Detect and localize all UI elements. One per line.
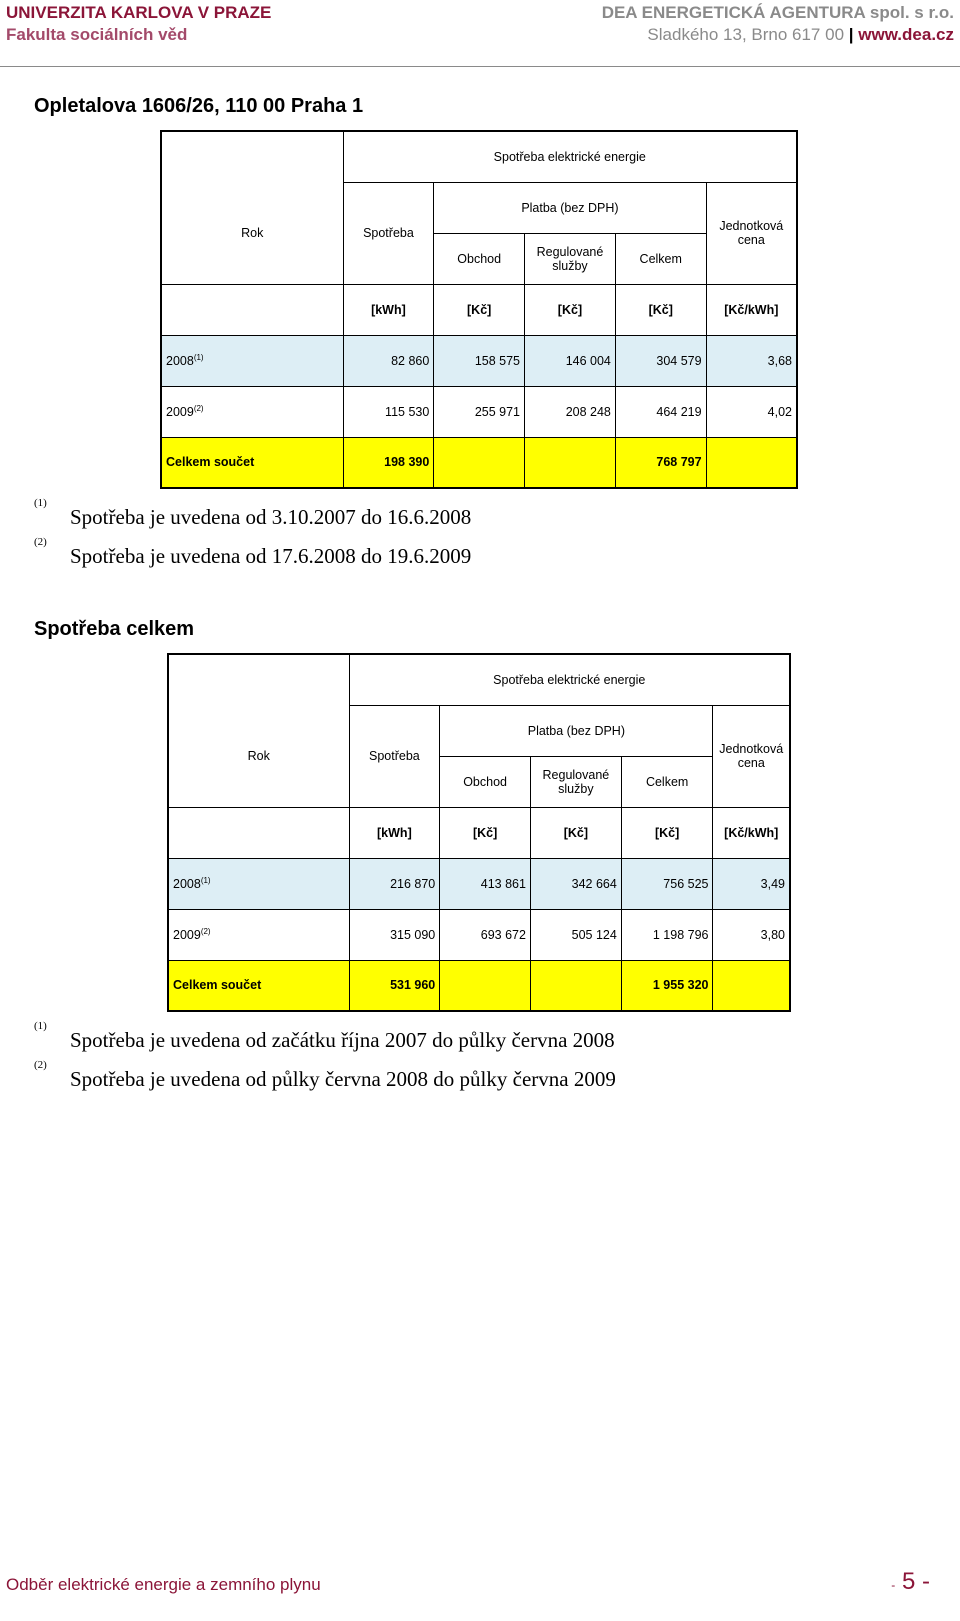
total-label: Celkem součet: [168, 960, 349, 1011]
unit-cell: [kWh]: [349, 807, 440, 858]
footnote-number: (1): [34, 497, 47, 509]
value-cell: 255 971: [434, 386, 525, 437]
unit-cell: [Kč]: [621, 807, 713, 858]
value-cell: 3,49: [713, 858, 790, 909]
total-celkem: 1 955 320: [621, 960, 713, 1011]
page-number: [891, 1568, 930, 1596]
col-header-spotreba: Spotřeba: [349, 705, 440, 807]
value-cell: 146 004: [525, 335, 616, 386]
col-header-regulovane: Regulované služby: [525, 233, 616, 284]
footnote-text: Spotřeba je uvedena od 3.10.2007 do 16.6.2008: [70, 505, 472, 529]
unit-cell: [Kč/kWh]: [713, 807, 790, 858]
footnote-text: Spotřeba je uvedena od 17.6.2008 do 19.6.2009: [70, 544, 472, 568]
table-row: [168, 909, 790, 960]
value-cell: 216 870: [349, 858, 440, 909]
col-header-rok: Rok: [161, 182, 343, 284]
year-cell: 2008$^{(1)}$: [161, 335, 343, 386]
table-group-title: Spotřeba elektrické energie: [343, 131, 797, 182]
total-row: [168, 960, 790, 1011]
total-empty: [434, 437, 525, 488]
table-row: [161, 335, 797, 386]
total-celkem: 768 797: [615, 437, 706, 488]
value-cell: 3,80: [713, 909, 790, 960]
value-cell: 4,02: [706, 386, 797, 437]
section1-table-main: [160, 130, 798, 489]
footnote-text: Spotřeba je uvedena od začátku října 2007 do půlky června 2008: [70, 1028, 615, 1052]
unit-cell: [Kč/kWh]: [706, 284, 797, 335]
page-prefix: -: [891, 1578, 896, 1592]
col-header-platba: Platba (bez DPH): [434, 182, 706, 233]
footer-title: Odběr elektrické energie a zemního plynu: [6, 1575, 321, 1594]
page-number-value: 5: [901, 1568, 916, 1595]
header-right: [602, 2, 954, 46]
total-empty: [530, 960, 621, 1011]
total-row: [161, 437, 797, 488]
value-cell: 158 575: [434, 335, 525, 386]
total-spotreba: 531 960: [349, 960, 440, 1011]
header-separator: |: [848, 25, 854, 44]
unit-cell: [Kč]: [434, 284, 525, 335]
footnote-number: (1): [34, 1020, 47, 1032]
value-cell: 693 672: [440, 909, 531, 960]
col-header-celkem: Celkem: [621, 756, 713, 807]
units-empty: [161, 284, 343, 335]
col-header-celkem: Celkem: [615, 233, 706, 284]
total-label: Celkem součet: [161, 437, 343, 488]
website-link[interactable]: www.dea.cz: [858, 25, 954, 44]
table-corner: [168, 654, 349, 705]
header-left: [6, 2, 271, 46]
total-empty: [525, 437, 616, 488]
value-cell: 413 861: [440, 858, 531, 909]
footnote-text: Spotřeba je uvedena od půlky června 2008 do půlky června 2009: [70, 1067, 616, 1091]
total-spotreba: 198 390: [343, 437, 434, 488]
value-cell: 1 198 796: [621, 909, 713, 960]
value-cell: 464 219: [615, 386, 706, 437]
year-cell: 2008$^{(1)}$: [168, 858, 349, 909]
value-cell: 304 579: [615, 335, 706, 386]
col-header-regulovane: Regulované služby: [530, 756, 621, 807]
header-divider: [0, 66, 960, 67]
unit-cell: [Kč]: [525, 284, 616, 335]
col-header-jednotkova: Jednotková cena: [706, 182, 797, 284]
units-empty: [168, 807, 349, 858]
footnote-number: (2): [34, 1059, 47, 1071]
col-header-obchod: Obchod: [440, 756, 531, 807]
value-cell: 315 090: [349, 909, 440, 960]
col-header-obchod: Obchod: [434, 233, 525, 284]
value-cell: 3,68: [706, 335, 797, 386]
col-header-jednotkova: Jednotková cena: [713, 705, 790, 807]
col-header-platba: Platba (bez DPH): [440, 705, 713, 756]
agency-address: Sladkého 13, Brno 617 00: [647, 25, 845, 44]
faculty-name: Fakulta sociálních věd: [6, 25, 188, 44]
agency-name: DEA ENERGETICKÁ AGENTURA spol. s r.o.: [601, 3, 954, 22]
section2-table: [167, 653, 791, 1012]
section1-heading: Opletalova 1606/26, 110 00 Praha 1: [34, 95, 364, 117]
table-corner: [161, 131, 343, 182]
table-group-title: Spotřeba elektrické energie: [349, 654, 790, 705]
value-cell: 756 525: [621, 858, 713, 909]
footnote-number: (2): [34, 536, 47, 548]
unit-cell: [Kč]: [615, 284, 706, 335]
total-empty: [440, 960, 531, 1011]
unit-cell: [kWh]: [343, 284, 434, 335]
value-cell: 115 530: [343, 386, 434, 437]
total-empty: [706, 437, 797, 488]
value-cell: 505 124: [530, 909, 621, 960]
value-cell: 208 248: [525, 386, 616, 437]
value-cell: 342 664: [530, 858, 621, 909]
table-row: [161, 386, 797, 437]
unit-cell: [Kč]: [440, 807, 531, 858]
table-row: [168, 858, 790, 909]
value-cell: 82 860: [343, 335, 434, 386]
total-empty: [713, 960, 790, 1011]
page-suffix: -: [922, 1568, 930, 1595]
unit-cell: [Kč]: [530, 807, 621, 858]
year-cell: 2009$^{(2)}$: [161, 386, 343, 437]
col-header-rok: Rok: [168, 705, 349, 807]
section2-heading: Spotřeba celkem: [34, 618, 195, 640]
year-cell: 2009$^{(2)}$: [168, 909, 349, 960]
university-name: UNIVERZITA KARLOVA V PRAZE: [6, 3, 272, 22]
col-header-spotreba: Spotřeba: [343, 182, 434, 284]
